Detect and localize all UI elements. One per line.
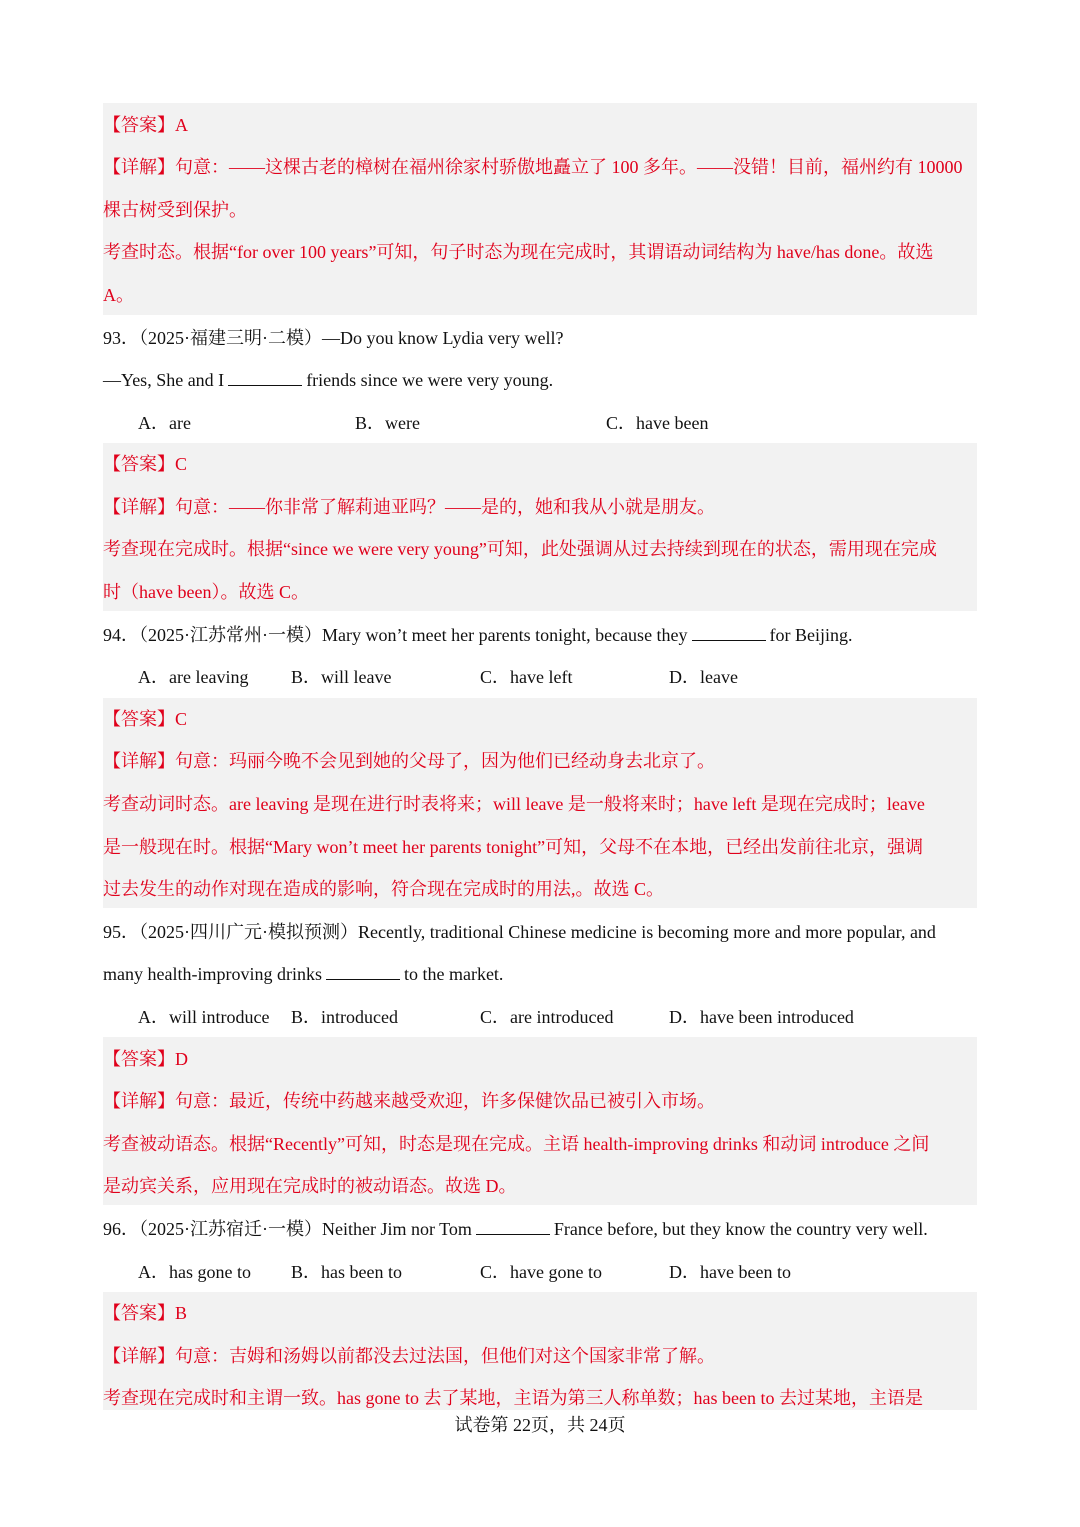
option-93-a: A．are [138, 413, 191, 433]
option-96-d: D．have been to [669, 1262, 791, 1282]
detail-92-text: 【详解】句意：——这棵古老的樟树在福州徐家村骄傲地矗立了 100 多年。——没错！目前，福州约有 10000 [103, 157, 963, 177]
option-95-d: D．have been introduced [669, 1007, 854, 1027]
explain-94-line1: 考查动词时态。are leaving 是现在进行时表将来；will leave 是一般将来时；have left 是现在完成时；leave [103, 794, 925, 814]
question-93: 93．（2025·福建三明·二模）—Do you know Lydia very well? [103, 328, 564, 348]
question-96-post: France before, but they know the country very well. [553, 1219, 928, 1239]
answer-92: 【答案】A [103, 115, 188, 135]
detail-93: 【详解】句意：——你非常了解莉迪亚吗？——是的，她和我从小就是朋友。 [103, 497, 715, 517]
question-95-pre: many health-improving drinks [103, 964, 322, 984]
explain-95-line1: 考查被动语态。根据“Recently”可知，时态是现在完成。主语 health-improving drinks 和动词 introduce 之间 [103, 1134, 930, 1154]
detail-96: 【详解】句意：吉姆和汤姆以前都没去过法国，但他们对这个国家非常了解。 [103, 1346, 715, 1366]
detail-92-line2: 棵古树受到保护。 [103, 200, 247, 220]
page-footer: 试卷第 22页，共 24页 [454, 1415, 626, 1435]
explain-94-line3: 过去发生的动作对现在造成的影响，符合现在完成时的用法,。故选 C。 [103, 879, 665, 899]
explain-94-line2: 是一般现在时。根据“Mary won’t meet her parents tonight”可知，父母不在本地，已经出发前往北京，强调 [103, 837, 924, 857]
question-96 [103, 1218, 928, 1240]
explain-92-line2: A。 [103, 285, 134, 305]
question-95-post: to the market. [403, 964, 504, 984]
detail-92 [103, 156, 963, 178]
question-93-line2 [103, 369, 553, 391]
detail-94: 【详解】句意：玛丽今晚不会见到她的父母了，因为他们已经动身去北京了。 [103, 751, 715, 771]
option-96-a: A．has gone to [138, 1262, 251, 1282]
question-94-post: for Beijing. [769, 625, 853, 645]
answer-blank [692, 624, 766, 641]
explain-93-line1: 考查现在完成时。根据“since we were very young”可知，此处强调从过去持续到现在的状态，需用现在完成 [103, 539, 937, 559]
option-95-c: C．are introduced [480, 1007, 614, 1027]
option-96-c: C．have gone to [480, 1262, 602, 1282]
option-95-a: A．will introduce [138, 1007, 270, 1027]
answer-blank [326, 963, 400, 980]
option-95-b: B．introduced [291, 1007, 398, 1027]
option-96-b: B．has been to [291, 1262, 402, 1282]
question-94 [103, 624, 853, 646]
option-93-b: B．were [355, 413, 420, 433]
answer-95: 【答案】D [103, 1049, 188, 1069]
explain-96-line1: 考查现在完成时和主谓一致。has gone to 去了某地，主语为第三人称单数；has been to 去过某地，主语是 [103, 1388, 923, 1408]
answer-96: 【答案】B [103, 1303, 188, 1323]
question-95: 95．（2025·四川广元·模拟预测）Recently, traditional Chinese medicine is becoming more and more popular, and [103, 922, 936, 942]
explain-93-line2: 时（have been）。故选 C。 [103, 582, 309, 602]
answer-blank [228, 369, 302, 386]
option-94-c: C．have left [480, 667, 573, 687]
answer-93: 【答案】C [103, 454, 188, 474]
question-94-pre: 94．（2025·江苏常州·一模）Mary won’t meet her parents tonight, because they [103, 625, 688, 645]
question-93-post: friends since we were very young. [306, 370, 554, 390]
option-93-c: C．have been [606, 413, 709, 433]
detail-95: 【详解】句意：最近，传统中药越来越受欢迎，许多保健饮品已被引入市场。 [103, 1091, 715, 1111]
answer-blank [476, 1218, 550, 1235]
answer-94: 【答案】C [103, 709, 188, 729]
question-93-pre: —Yes, She and I [103, 370, 225, 390]
explain-95-line2: 是动宾关系，应用现在完成时的被动语态。故选 D。 [103, 1176, 517, 1196]
explain-92-line1: 考查时态。根据“for over 100 years”可知，句子时态为现在完成时，其谓语动词结构为 have/has done。故选 [103, 242, 934, 262]
option-94-d: D．leave [669, 667, 738, 687]
question-96-pre: 96．（2025·江苏宿迁·一模）Neither Jim nor Tom [103, 1219, 472, 1239]
option-94-b: B．will leave [291, 667, 392, 687]
question-95-line2 [103, 963, 503, 985]
option-94-a: A．are leaving [138, 667, 249, 687]
